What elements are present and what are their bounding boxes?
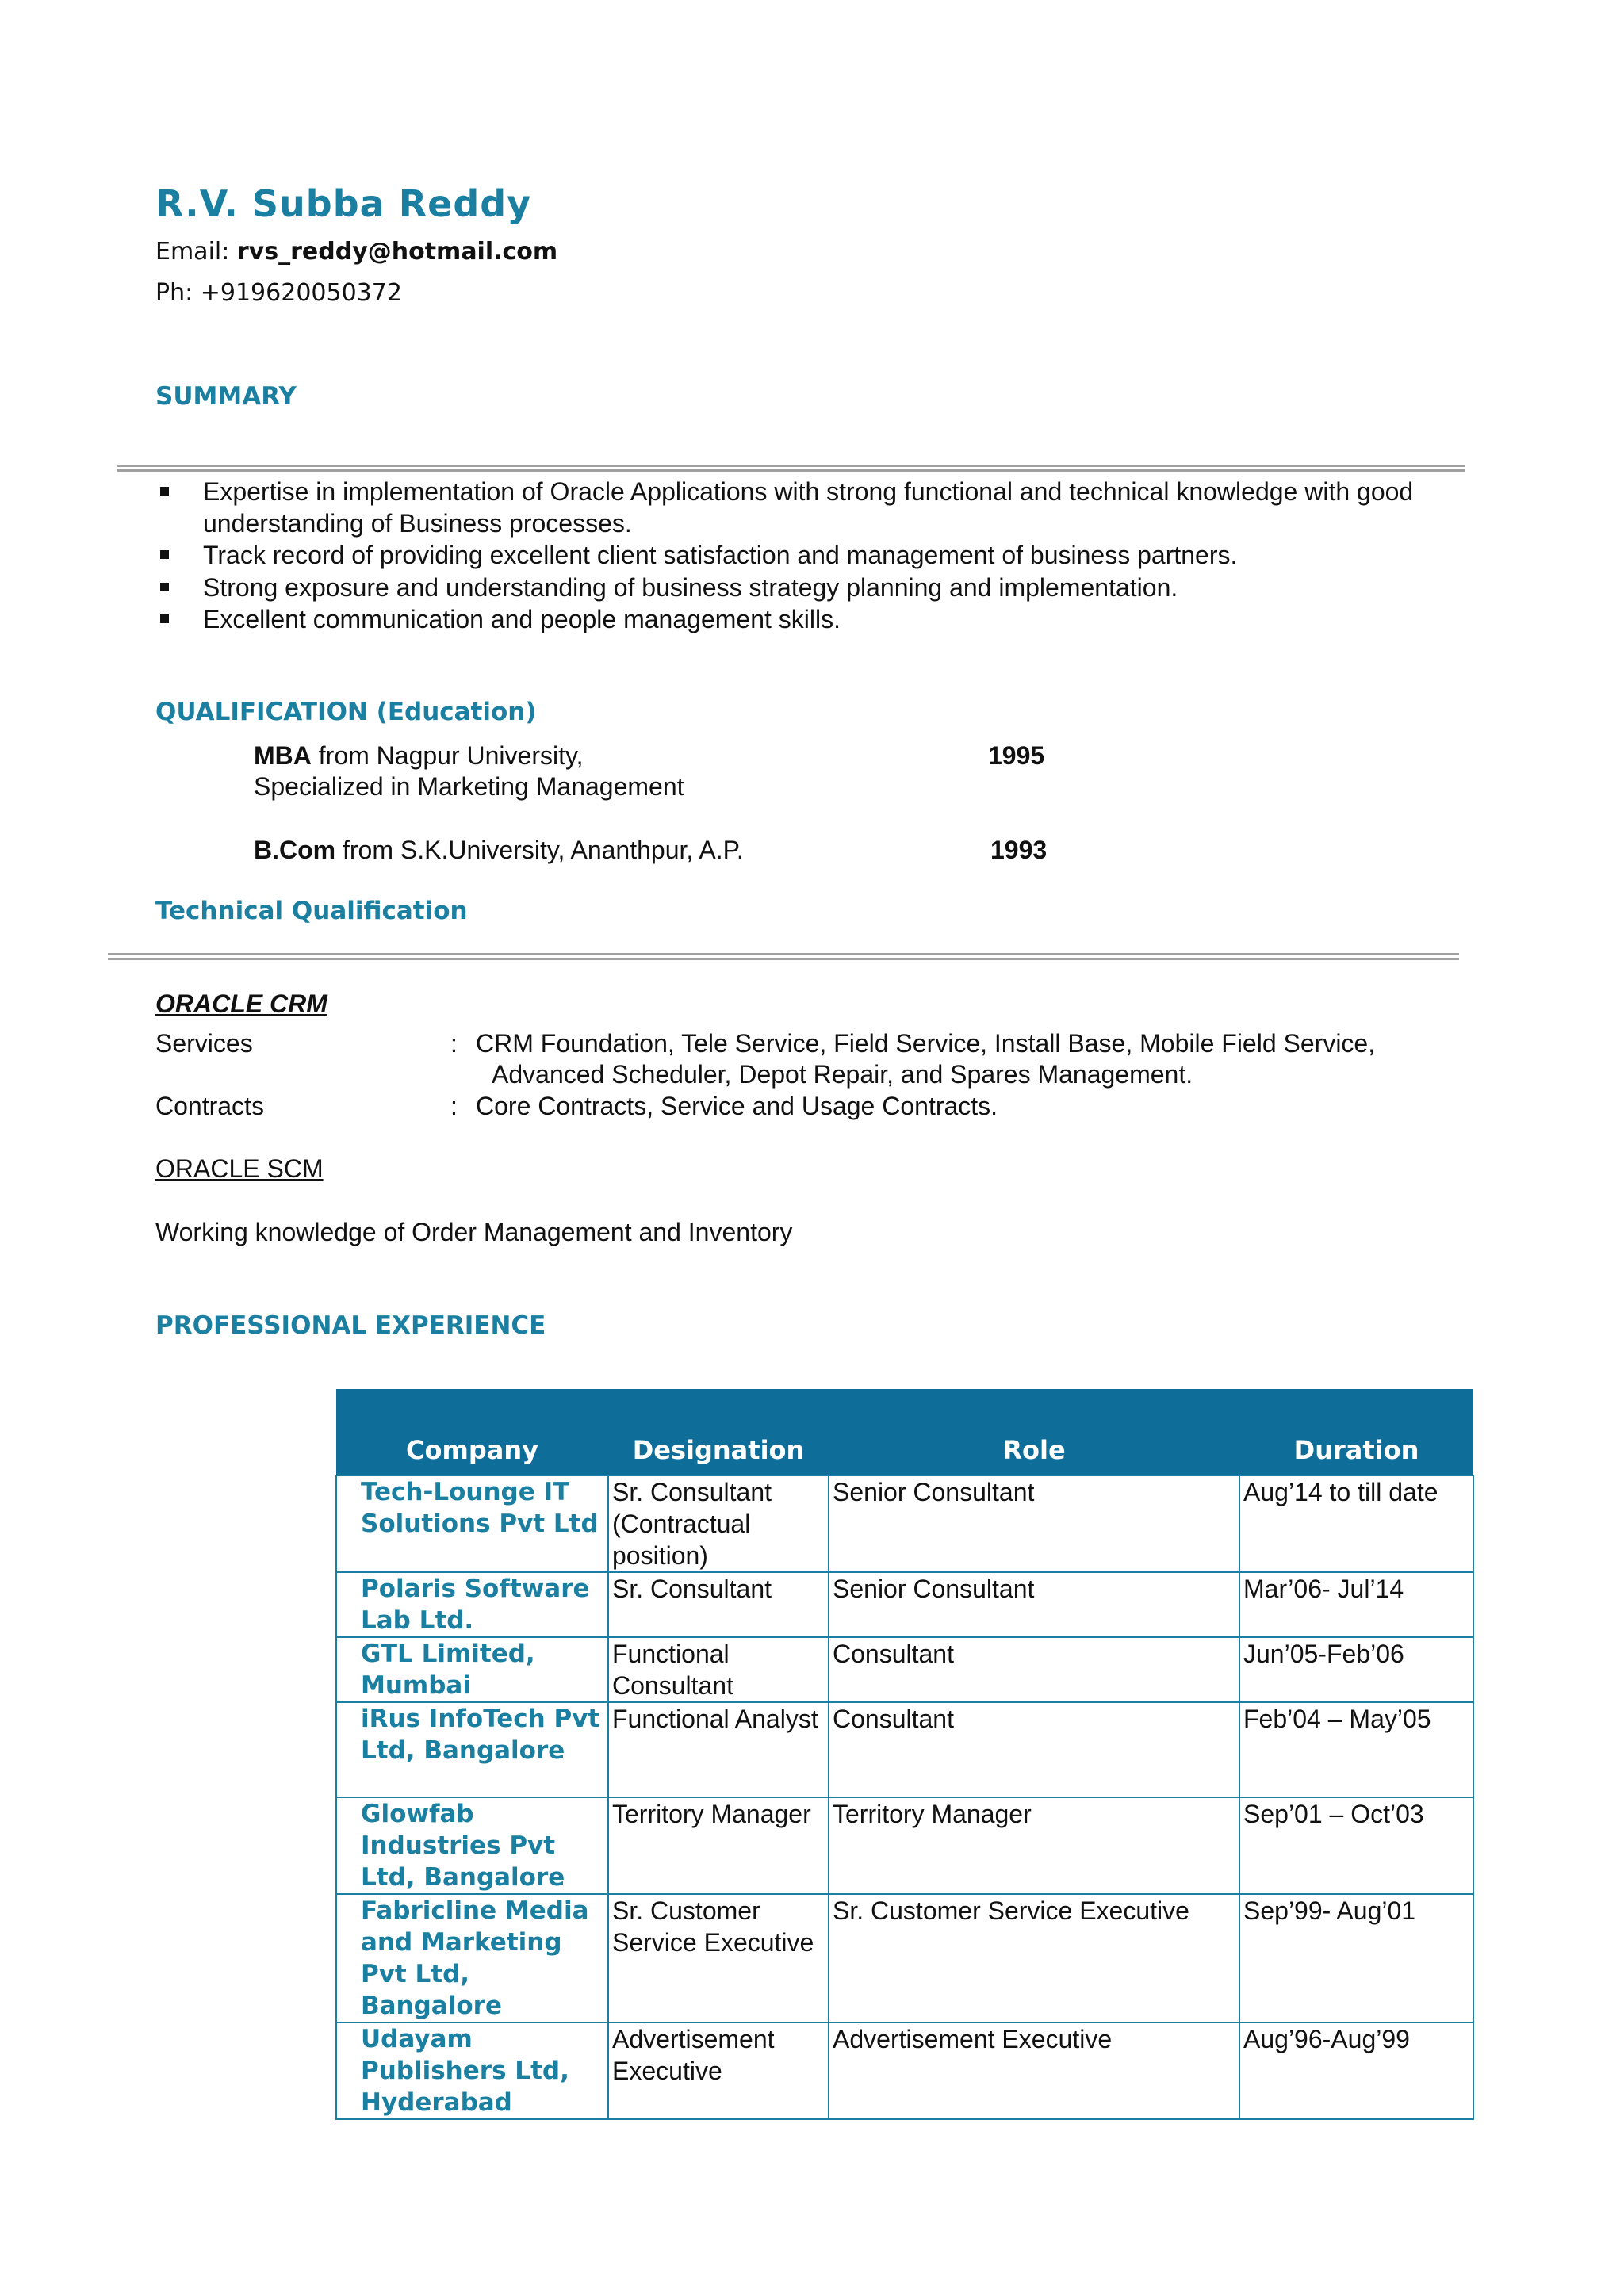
role-cell: Sr. Customer Service Executive — [829, 1894, 1239, 2022]
mba-line — [254, 741, 583, 771]
phone-line: Ph: +919620050372 — [155, 279, 402, 307]
scm-description: Working knowledge of Order Management and Inventory — [155, 1218, 793, 1246]
summary-bullet: Track record of providing excellent client satisfaction and management of business partners. — [155, 539, 1424, 571]
experience-table — [335, 1389, 1474, 2120]
company-cell: Udayam Publishers Ltd, Hyderabad — [336, 2022, 608, 2119]
duration-cell: Aug’96-Aug’99 — [1239, 2022, 1473, 2119]
role-cell: Senior Consultant — [829, 1572, 1239, 1637]
company-cell: Glowfab Industries Pvt Ltd, Bangalore — [336, 1797, 608, 1894]
company-cell: iRus InfoTech Pvt Ltd, Bangalore — [336, 1702, 608, 1797]
table-row — [336, 1797, 1473, 1894]
designation-cell: Territory Manager — [608, 1797, 829, 1894]
mba-year: 1995 — [988, 741, 1045, 770]
square-bullet-icon — [160, 550, 169, 559]
designation-cell: Sr. Consultant (Contractual position) — [608, 1475, 829, 1572]
role-cell: Consultant — [829, 1637, 1239, 1702]
experience-heading: PROFESSIONAL EXPERIENCE — [155, 1311, 546, 1340]
bcom-degree: B.Com — [254, 836, 336, 864]
oracle-scm-heading: ORACLE SCM — [155, 1154, 324, 1183]
contracts-label: Contracts — [155, 1092, 264, 1120]
role-cell: Advertisement Executive — [829, 2022, 1239, 2119]
summary-heading: SUMMARY — [155, 382, 297, 411]
summary-bullet: Strong exposure and understanding of business strategy planning and implementation. — [155, 572, 1424, 603]
table-row — [336, 1637, 1473, 1702]
square-bullet-icon — [160, 614, 169, 623]
oracle-crm-heading: ORACLE CRM — [155, 989, 327, 1018]
duration-cell: Aug’14 to till date — [1239, 1475, 1473, 1572]
table-row — [336, 1572, 1473, 1637]
designation-cell: Sr. Customer Service Executive — [608, 1894, 829, 2022]
designation-cell: Functional Analyst — [608, 1702, 829, 1797]
technical-heading: Technical Qualification — [155, 897, 468, 925]
candidate-name: R.V. Subba Reddy — [155, 182, 532, 225]
contracts-value: Core Contracts, Service and Usage Contracts. — [476, 1092, 998, 1120]
duration-cell: Feb’04 – May’05 — [1239, 1702, 1473, 1797]
role-cell: Senior Consultant — [829, 1475, 1239, 1572]
square-bullet-icon — [160, 487, 169, 496]
summary-bullet: Expertise in implementation of Oracle Applications with strong functional and technical knowledge with good understanding of Business processes. — [155, 476, 1424, 539]
company-cell: Tech-Lounge IT Solutions Pvt Ltd — [336, 1475, 608, 1572]
designation-cell: Advertisement Executive — [608, 2022, 829, 2119]
header-duration: Duration — [1239, 1389, 1473, 1475]
table-row — [336, 1702, 1473, 1797]
square-bullet-icon — [160, 583, 169, 591]
services-colon: : — [450, 1029, 458, 1058]
header-role: Role — [829, 1389, 1239, 1475]
mba-specialization: Specialized in Marketing Management — [254, 772, 684, 801]
bcom-line — [254, 836, 744, 865]
company-cell: Polaris Software Lab Ltd. — [336, 1572, 608, 1637]
company-cell: GTL Limited, Mumbai — [336, 1637, 608, 1702]
table-row — [336, 2022, 1473, 2119]
bcom-year: 1993 — [990, 836, 1048, 864]
role-cell: Consultant — [829, 1702, 1239, 1797]
table-row — [336, 1475, 1473, 1572]
header-company: Company — [336, 1389, 608, 1475]
designation-cell: Sr. Consultant — [608, 1572, 829, 1637]
bcom-university: from S.K.University, Ananthpur, A.P. — [335, 836, 744, 864]
email-label: Email: — [155, 238, 237, 266]
table-header-row — [336, 1389, 1473, 1475]
mba-university: from Nagpur University, — [311, 741, 584, 770]
summary-bullet: Excellent communication and people management skills. — [155, 603, 1424, 635]
qualification-heading: QUALIFICATION (Education) — [155, 698, 537, 726]
contracts-colon: : — [450, 1092, 458, 1120]
services-value-line1: CRM Foundation, Tele Service, Field Service, Install Base, Mobile Field Service, — [476, 1029, 1376, 1058]
technical-divider — [108, 953, 1459, 960]
email-address[interactable]: rvs_reddy@hotmail.com — [236, 238, 558, 266]
duration-cell: Sep’99- Aug’01 — [1239, 1894, 1473, 2022]
services-value-line2: Advanced Scheduler, Depot Repair, and Spares Management. — [492, 1060, 1193, 1089]
email-line — [155, 238, 557, 266]
header-designation: Designation — [608, 1389, 829, 1475]
summary-divider — [117, 465, 1465, 472]
company-cell: Fabricline Media and Marketing Pvt Ltd, Bangalore — [336, 1894, 608, 2022]
table-row — [336, 1894, 1473, 2022]
role-cell: Territory Manager — [829, 1797, 1239, 1894]
designation-cell: Functional Consultant — [608, 1637, 829, 1702]
mba-degree: MBA — [254, 741, 312, 770]
duration-cell: Sep’01 – Oct’03 — [1239, 1797, 1473, 1894]
summary-list — [155, 476, 1424, 635]
services-label: Services — [155, 1029, 253, 1058]
duration-cell: Jun’05-Feb’06 — [1239, 1637, 1473, 1702]
duration-cell: Mar’06- Jul’14 — [1239, 1572, 1473, 1637]
